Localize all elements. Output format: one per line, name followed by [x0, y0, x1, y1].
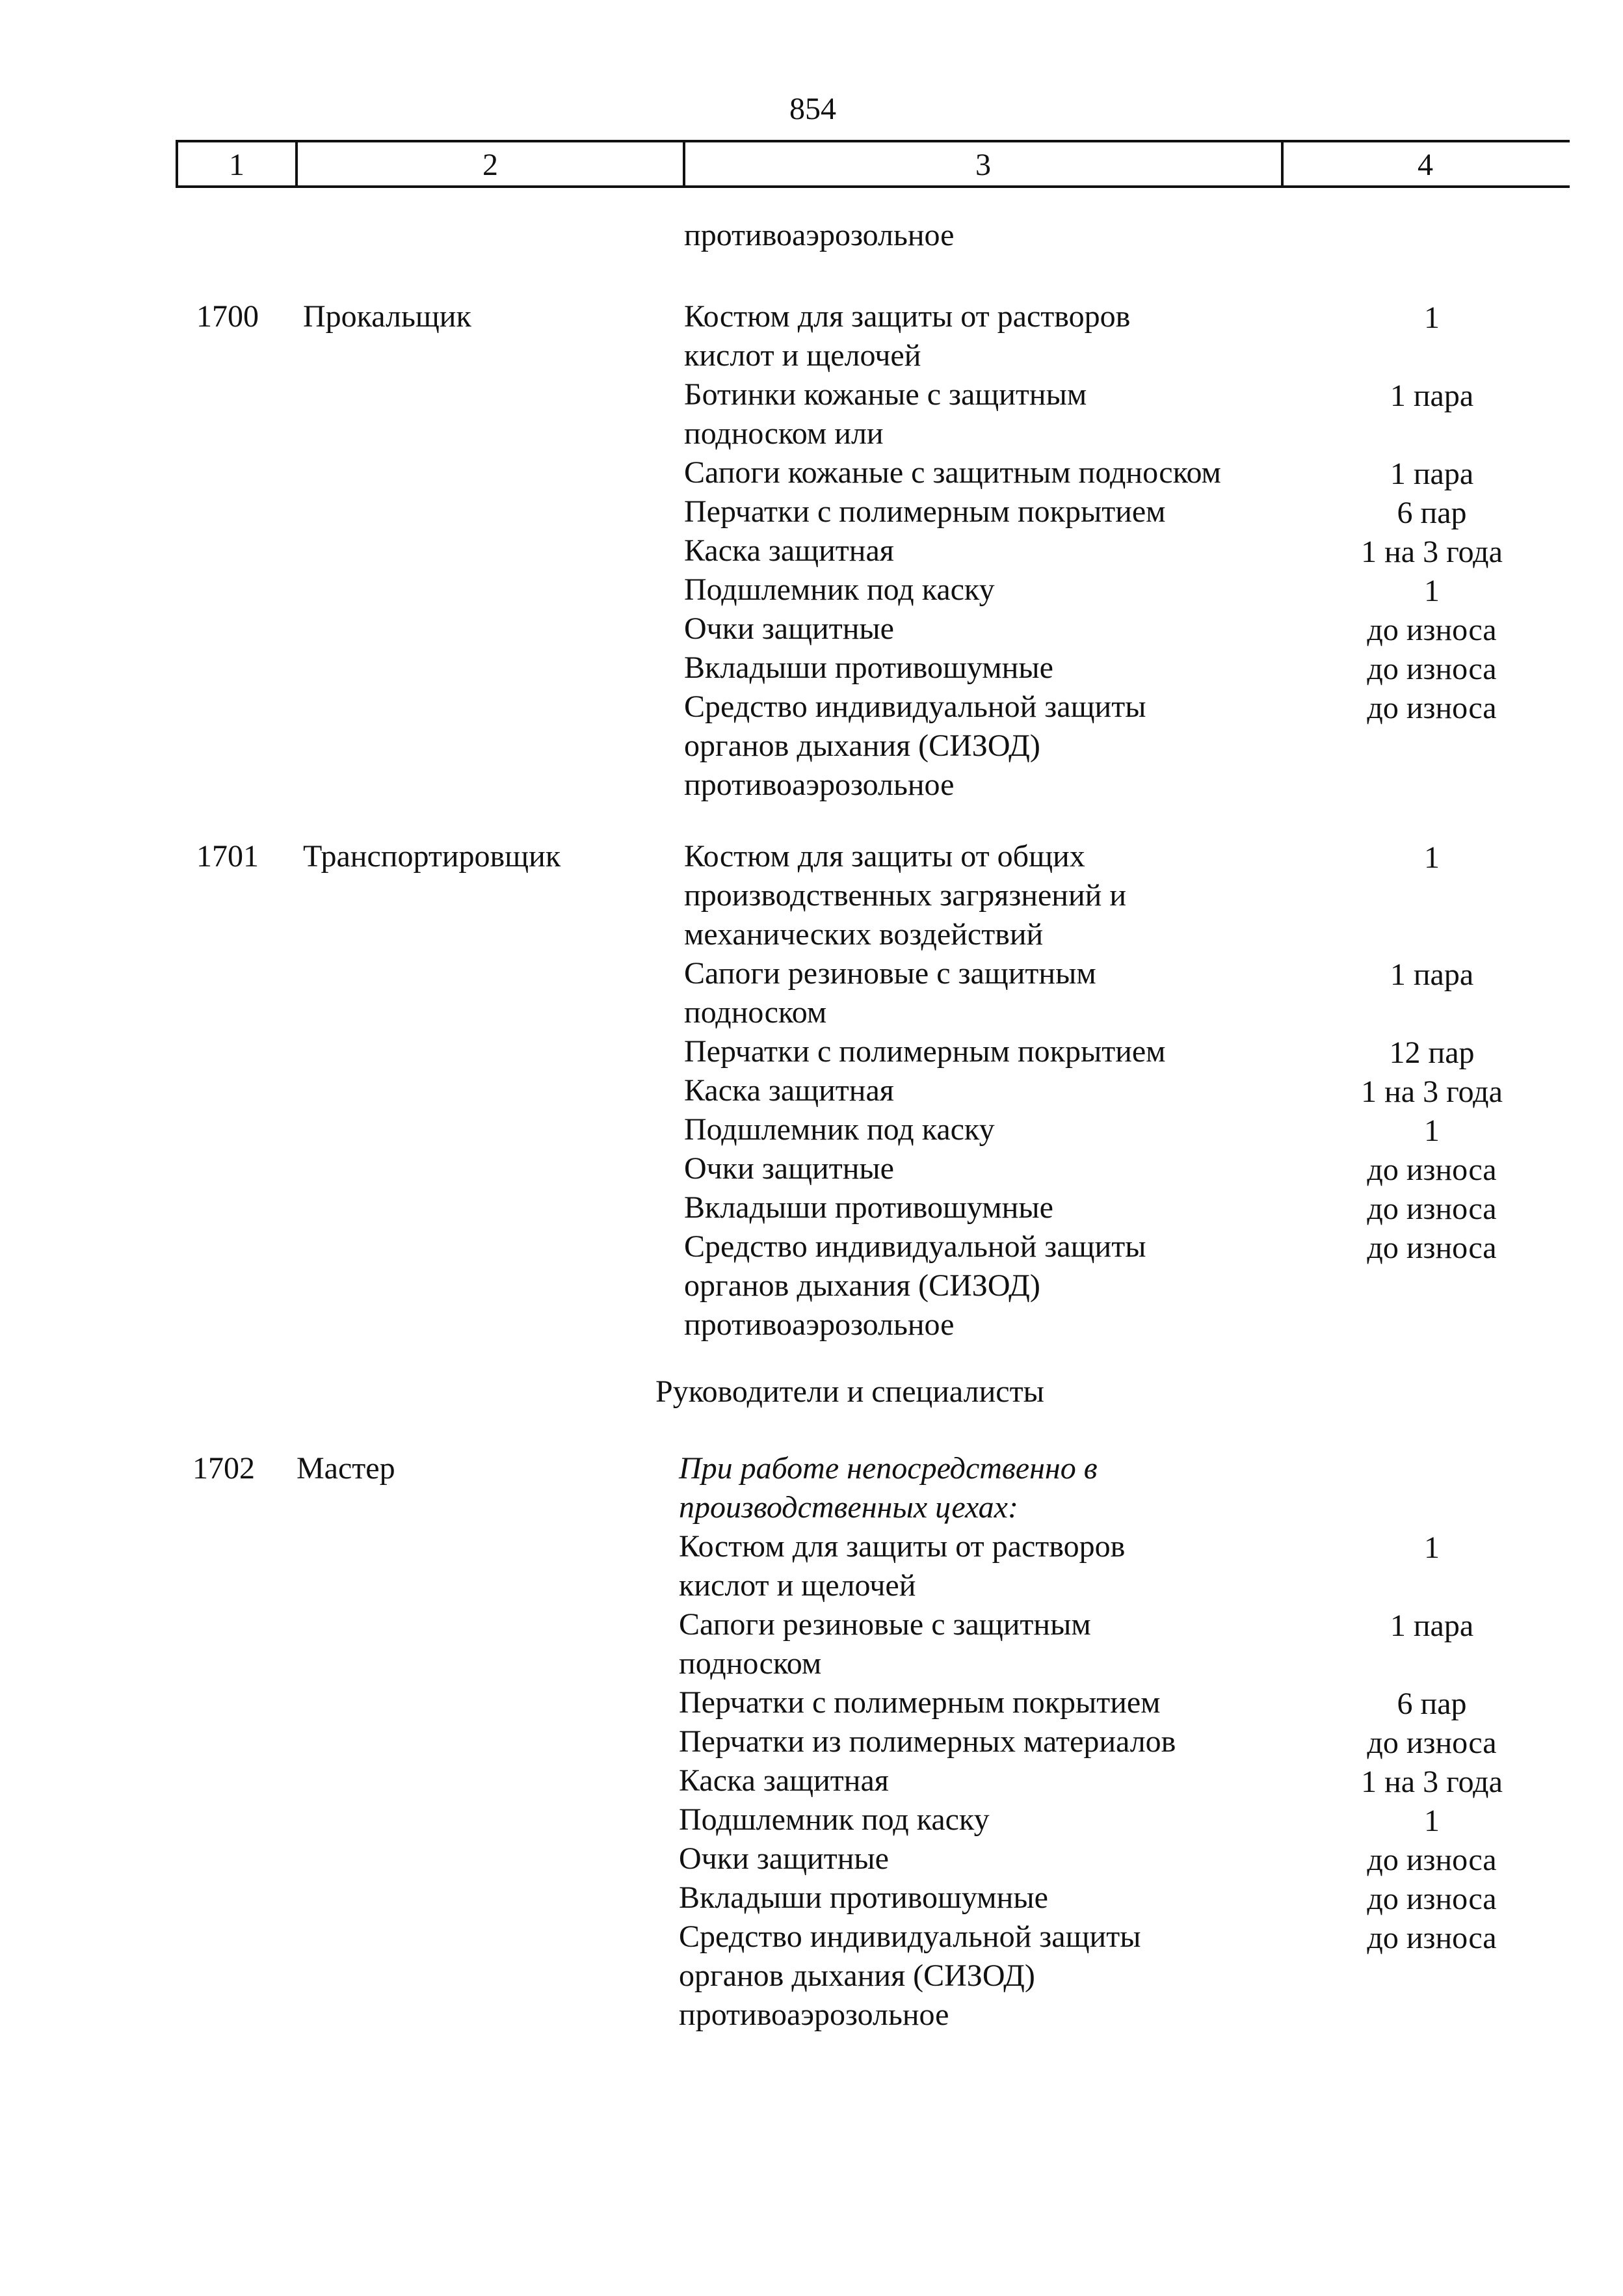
item-text: Каска защитная	[679, 1763, 889, 1798]
norm-value: до износа	[1367, 1921, 1497, 1955]
item-text: противоаэрозольное	[684, 768, 955, 802]
norm-value: до износа	[1367, 691, 1497, 725]
norm-value: до износа	[1367, 1882, 1497, 1916]
norm-value: 1	[1424, 1530, 1440, 1565]
item-text: Вкладыши противошумные	[684, 1190, 1053, 1225]
row-number: 1702	[192, 1451, 255, 1486]
norm-value: 1	[1424, 300, 1440, 335]
item-text: кислот и щелочей	[684, 338, 921, 373]
item-text: Вкладыши противошумные	[679, 1880, 1048, 1915]
norm-value: 1 на 3 года	[1361, 1765, 1503, 1799]
item-text: подноском или	[684, 416, 884, 451]
column-header-1: 1	[178, 142, 298, 185]
column-header-3: 3	[685, 142, 1284, 185]
item-text: Сапоги резиновые с защитным	[684, 956, 1096, 991]
norm-value: 1 пара	[1390, 379, 1474, 413]
norm-value: 1 на 3 года	[1361, 1075, 1503, 1109]
profession-name: Транспортировщик	[303, 839, 561, 874]
item-text: Сапоги резиновые с защитным	[679, 1607, 1091, 1642]
item-text: механических воздействий	[684, 917, 1044, 952]
norm-value: 1 пара	[1390, 1609, 1474, 1643]
italic-note: производственных цехах:	[679, 1490, 1018, 1525]
norm-value: 1	[1424, 574, 1440, 608]
page-number: 854	[789, 92, 836, 126]
norm-value: до износа	[1367, 1231, 1497, 1265]
norm-value: до износа	[1367, 1843, 1497, 1877]
item-text: подноском	[679, 1646, 822, 1681]
item-text: Каска защитная	[684, 1073, 894, 1108]
norm-value: 6 пар	[1397, 496, 1467, 530]
item-text: Вкладыши противошумные	[684, 650, 1053, 685]
column-header-4: 4	[1418, 148, 1433, 182]
section-heading: Руководители и специалисты	[655, 1374, 1044, 1409]
norm-value: до износа	[1367, 1153, 1497, 1187]
italic-note: При работе непосредственно в	[679, 1451, 1098, 1486]
norm-value: 1 на 3 года	[1361, 535, 1503, 569]
item-text: противоаэрозольное	[679, 1997, 949, 2032]
item-text: органов дыхания (СИЗОД)	[684, 1268, 1040, 1303]
norm-value: 1	[1424, 840, 1440, 875]
item-text: Перчатки с полимерным покрытием	[679, 1685, 1161, 1720]
norm-value: до износа	[1367, 1726, 1497, 1760]
item-text: Перчатки с полимерным покрытием	[684, 1034, 1166, 1069]
item-text: Подшлемник под каску	[684, 572, 995, 607]
profession-name: Мастер	[297, 1451, 395, 1486]
item-text: Костюм для защиты от растворов	[684, 299, 1131, 334]
row-number: 1700	[196, 299, 259, 334]
row-number: 1701	[196, 839, 259, 874]
norm-value: 1	[1424, 1804, 1440, 1838]
item-text: производственных загрязнений и	[684, 878, 1127, 913]
norm-value: 1	[1424, 1114, 1440, 1148]
item-text: Подшлемник под каску	[684, 1112, 995, 1147]
column-header-row	[176, 140, 1570, 188]
item-text: органов дыхания (СИЗОД)	[684, 728, 1040, 763]
continuation-text: противоаэрозольное	[684, 218, 955, 252]
norm-value: 6 пар	[1397, 1687, 1467, 1721]
item-text: Очки защитные	[684, 1151, 894, 1186]
item-text: Очки защитные	[679, 1841, 889, 1876]
norm-value: до износа	[1367, 613, 1497, 647]
item-text: Костюм для защиты от растворов	[679, 1529, 1126, 1564]
item-text: Очки защитные	[684, 611, 894, 646]
norm-value: до износа	[1367, 652, 1497, 686]
column-header-2: 2	[298, 142, 685, 185]
item-text: Каска защитная	[684, 533, 894, 568]
norm-value: 12 пар	[1389, 1035, 1475, 1070]
item-text: Средство индивидуальной защиты	[684, 689, 1146, 724]
item-text: подноском	[684, 995, 827, 1030]
item-text: Средство индивидуальной защиты	[679, 1919, 1141, 1954]
item-text: Перчатки с полимерным покрытием	[684, 494, 1166, 529]
item-text: Костюм для защиты от общих	[684, 839, 1085, 874]
item-text: Подшлемник под каску	[679, 1802, 990, 1837]
item-text: органов дыхания (СИЗОД)	[679, 1958, 1035, 1993]
profession-name: Прокальщик	[303, 299, 471, 334]
item-text: Перчатки из полимерных материалов	[679, 1724, 1176, 1759]
norm-value: 1 пара	[1390, 457, 1474, 491]
item-text: противоаэрозольное	[684, 1307, 955, 1342]
item-text: Ботинки кожаные с защитным	[684, 377, 1087, 412]
item-text: Сапоги кожаные с защитным подноском	[684, 455, 1221, 490]
norm-value: 1 пара	[1390, 957, 1474, 992]
item-text: Средство индивидуальной защиты	[684, 1229, 1146, 1264]
norm-value: до износа	[1367, 1192, 1497, 1226]
item-text: кислот и щелочей	[679, 1568, 916, 1603]
